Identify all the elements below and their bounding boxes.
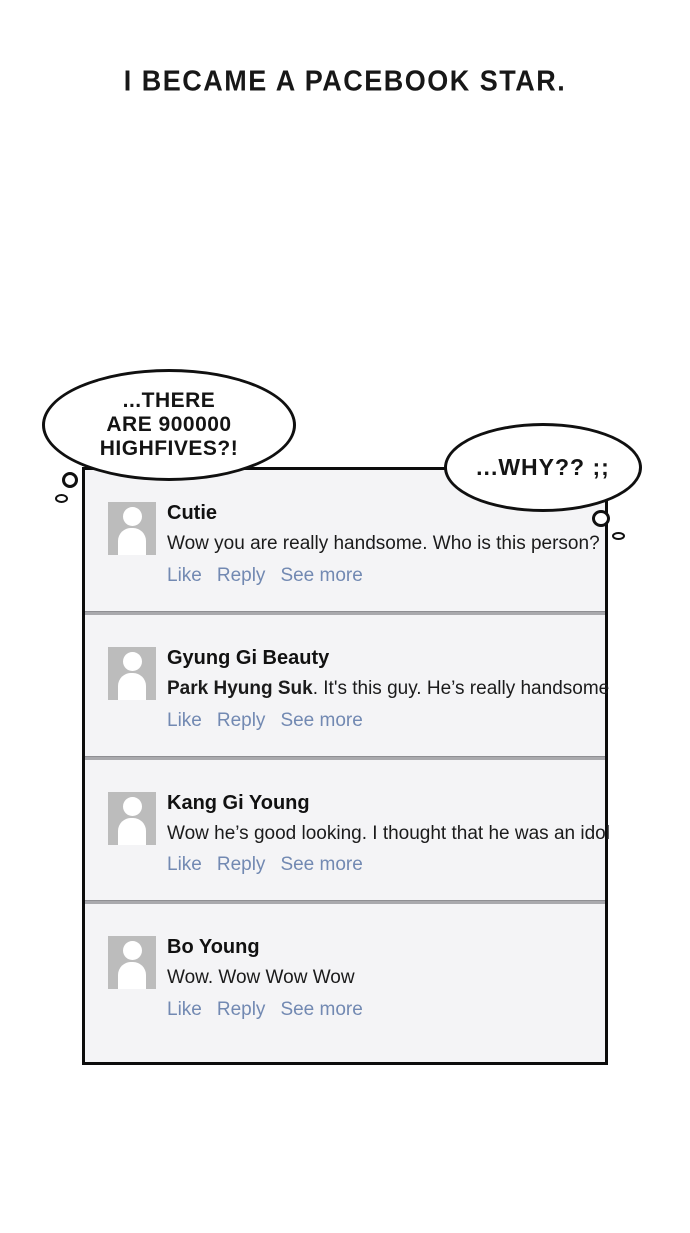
comment-actions xyxy=(167,999,363,1021)
like-button[interactable]: Like xyxy=(167,999,202,1020)
comment-actions xyxy=(167,710,609,732)
comment-text xyxy=(167,822,610,846)
comment-row xyxy=(85,901,605,1046)
comments-panel xyxy=(82,467,608,1065)
see-more-button[interactable]: See more xyxy=(280,709,363,731)
comment-author: Kang Gi Young xyxy=(167,791,310,814)
comment-author: Cutie xyxy=(167,502,217,524)
thought-trail-bubble xyxy=(592,510,610,527)
avatar-torso-icon xyxy=(118,818,146,845)
reply-button[interactable]: Reply xyxy=(216,709,266,731)
avatar-head-icon xyxy=(123,797,142,816)
see-more-button[interactable]: See more xyxy=(280,999,363,1020)
comment-list xyxy=(85,470,610,1046)
thought-trail-bubble xyxy=(62,472,78,488)
like-button[interactable]: Like xyxy=(167,709,202,731)
reply-button[interactable]: Reply xyxy=(216,854,266,876)
mention-link[interactable]: Park Hyung Suk xyxy=(167,677,313,699)
avatar xyxy=(108,792,156,845)
comment-text-part: Wow he’s good looking. I thought that he was an idol xyxy=(167,822,610,844)
comment-text-part: Wow. Wow Wow Wow xyxy=(167,967,355,989)
thought-bubble-left-text: ...THERE ARE 900000 HIGHFIVES?! xyxy=(99,388,239,461)
avatar-head-icon xyxy=(123,507,142,526)
comment-text-part: Wow you are really handsome. Who is this person? xyxy=(167,533,600,554)
comment-actions xyxy=(167,565,600,587)
avatar-head-icon xyxy=(123,652,142,671)
page-title: I BECAME A PACEBOOK STAR. xyxy=(123,65,567,97)
comment-content xyxy=(167,502,600,587)
thought-bubble-right xyxy=(444,423,642,512)
avatar-head-icon xyxy=(123,941,142,960)
thought-trail-bubble xyxy=(55,494,68,503)
avatar-torso-icon xyxy=(118,528,146,555)
comment-author: Bo Young xyxy=(167,936,260,959)
see-more-button[interactable]: See more xyxy=(280,854,363,876)
thought-trail-bubble xyxy=(612,532,625,540)
like-button[interactable]: Like xyxy=(167,854,202,876)
avatar xyxy=(108,502,156,555)
comment-row xyxy=(85,757,610,902)
comment-text-part: . It's this guy. He’s really handsome xyxy=(312,677,610,699)
avatar-torso-icon xyxy=(118,673,146,700)
reply-button[interactable]: Reply xyxy=(216,564,266,586)
thought-bubble-left xyxy=(42,369,296,481)
like-button[interactable]: Like xyxy=(167,564,202,586)
avatar xyxy=(108,936,156,989)
comment-text xyxy=(167,532,600,556)
thought-bubble-right-text: ...WHY?? ;; xyxy=(476,454,610,480)
comment-content xyxy=(167,936,363,1021)
comment-content xyxy=(167,792,610,877)
comment-row xyxy=(85,612,610,757)
avatar xyxy=(108,647,156,700)
avatar-torso-icon xyxy=(118,962,146,989)
reply-button[interactable]: Reply xyxy=(216,999,266,1020)
comment-actions xyxy=(167,854,610,876)
comment-content xyxy=(167,647,609,732)
comment-text xyxy=(167,966,363,990)
see-more-button[interactable]: See more xyxy=(280,564,363,586)
comment-text xyxy=(167,677,609,701)
comment-author: Gyung Gi Beauty xyxy=(167,646,330,669)
